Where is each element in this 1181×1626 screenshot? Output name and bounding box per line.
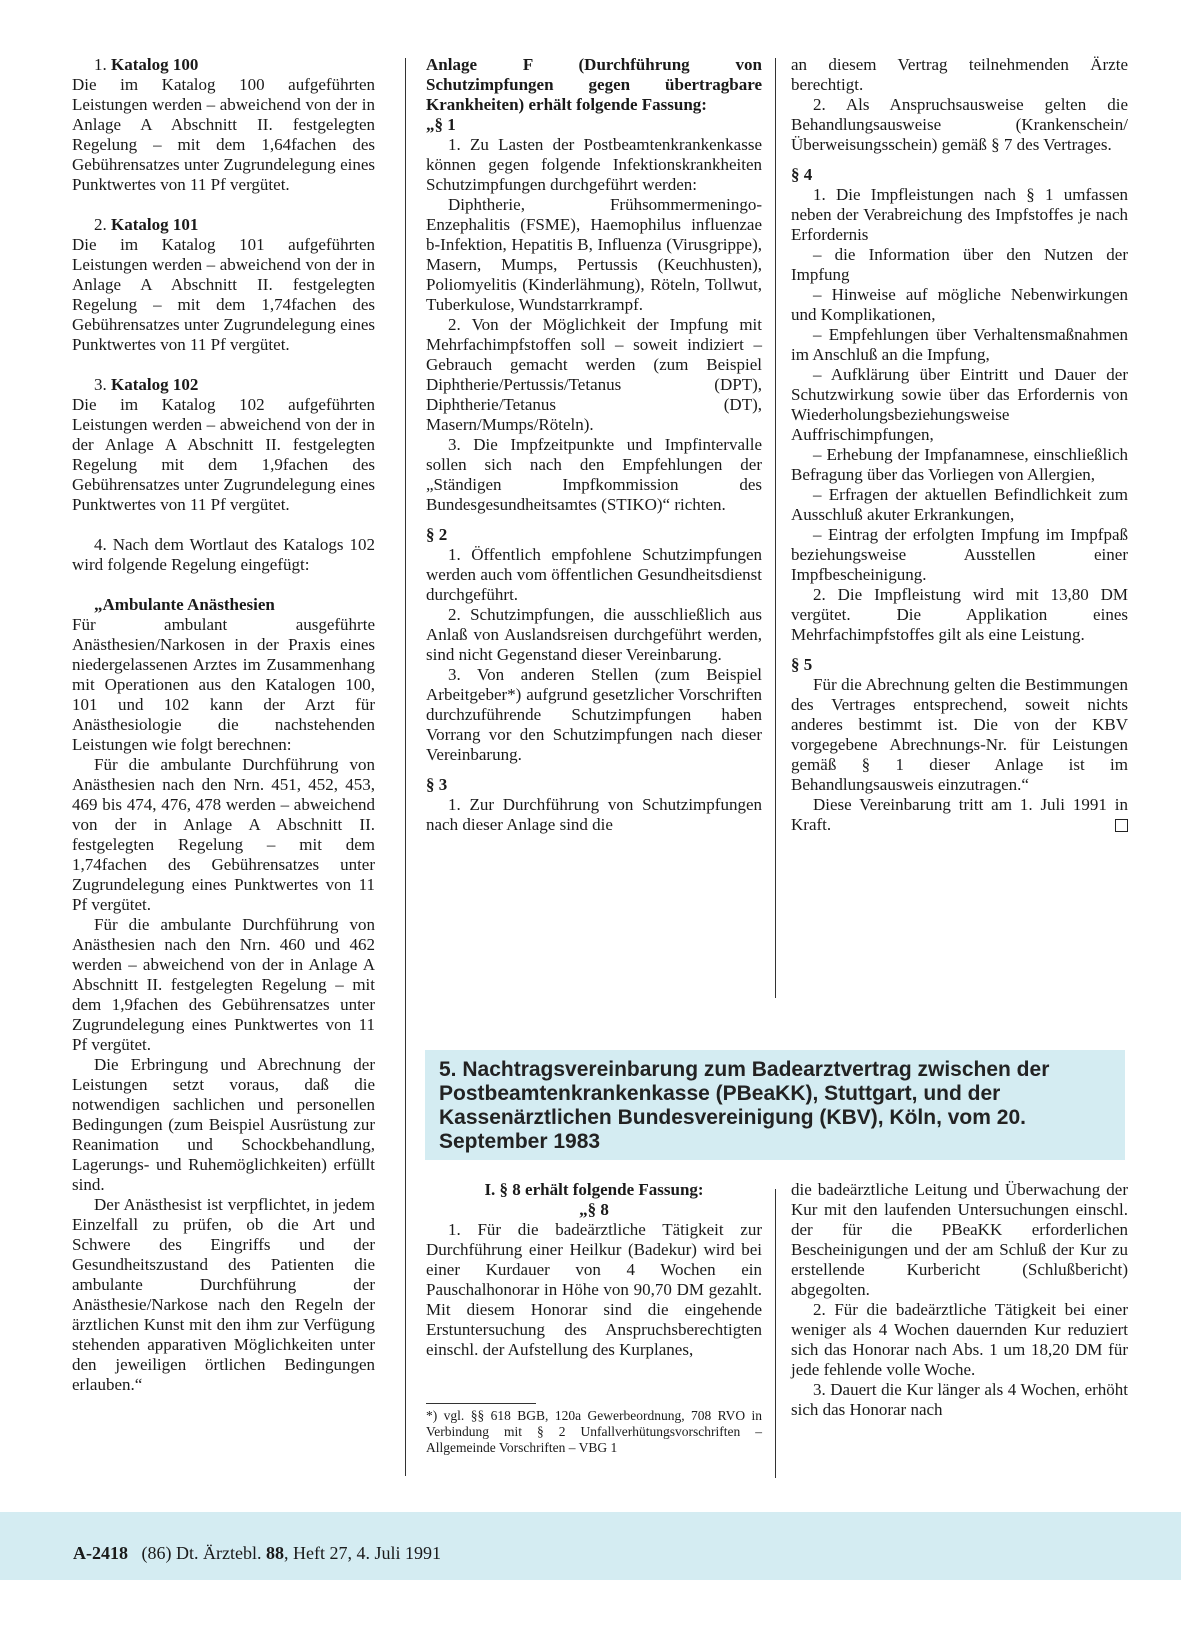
section-8-continuation: die badeärztliche Leitung und Überwachung der Kur mit den laufenden Untersuchungen einschl. der für die PBeaKK erforderlichen Bescheinigungen und der am Schluß der Kur zu erstellende Kurbericht (Schlußbericht) abgegolten. bbox=[791, 1180, 1128, 1299]
katalog-101-heading: 2. Katalog 101 bbox=[94, 215, 199, 234]
ambulante-paragraph-3: Für die ambulante Durchführung von Anästhesien nach den Nrn. 460 und 462 werden – abweichend von der in Anlage A Abschnitt II. festgelegten Regelung – mit dem 1,9fachen des Gebührensatzes unter Zugrundelegung eines Punktwertes von 11 Pf vergütet. bbox=[72, 915, 375, 1054]
paragraph-4: 4. Nach dem Wortlaut des Katalogs 102 wird folgende Regelung eingefügt: bbox=[72, 535, 375, 574]
footnote: *) vgl. §§ 618 BGB, 120a Gewerbeordnung, 708 RVO in Verbindung mit § 2 Unfallverhütungsvorschriften – Allgemeinde Vorschriften – VBG 1 bbox=[426, 1408, 762, 1455]
column-5 bbox=[791, 1180, 1128, 1420]
section-4-paragraph-1: 1. Die Impfleistungen nach § 1 umfassen neben der Verabreichung des Impfstoffes je nach Erfordernis bbox=[791, 185, 1128, 244]
anlage-f-heading: Anlage F (Durchführung von Schutzimpfungen gegen übertragbare Krankheiten) erhält folgende Fassung: bbox=[426, 55, 762, 114]
section-2-paragraph-1: 1. Öffentlich empfohlene Schutzimpfungen werden auch vom öffentlichen Gesundheitsdienst durchgeführt. bbox=[426, 545, 762, 604]
ambulante-paragraph-1: Für ambulant ausgeführte Anästhesien/Narkosen in der Praxis eines niedergelassenen Arztes im Zusammenhang mit Operationen aus den Katalogen 100, 101 und 102 kann der Arzt für Anästhesiologie die nachstehenden Leistungen wie folgt berechnen: bbox=[72, 615, 375, 754]
ambulante-paragraph-2: Für die ambulante Durchführung von Anästhesien nach den Nrn. 451, 452, 453, 469 bis 474, 476, 478 werden – abweichend von der in Anlage A Abschnitt II. festgelegten Regelung – mit dem 1,74fachen des Gebührensatzes unter Zugrundelegung eines Punktwertes von 11 Pf vergütet. bbox=[72, 755, 375, 914]
section-3-paragraph-2: 2. Als Anspruchsausweise gelten die Behandlungsausweise (Krankenschein/Überweisungsschein) gemäß § 7 des Vertrages. bbox=[791, 95, 1128, 154]
journal-issue-date: , Heft 27, 4. Juli 1991 bbox=[283, 1543, 441, 1563]
page-footer bbox=[73, 1542, 441, 1564]
section-4-paragraph-2: 2. Die Impfleistung wird mit 13,80 DM vergütet. Die Applikation eines Mehrfachimpfstoffes gilt als eine Leistung. bbox=[791, 585, 1128, 644]
section-4-item-6: – Erfragen der aktuellen Befindlichkeit zum Ausschluß akuter Erkrankungen, bbox=[791, 485, 1128, 524]
column-divider-3 bbox=[775, 1189, 776, 1478]
katalog-102-heading: 3. Katalog 102 bbox=[94, 375, 199, 394]
section-3-continuation: an diesem Vertrag teilnehmenden Ärzte berechtigt. bbox=[791, 55, 1128, 94]
section-5-paragraph-1: Für die Abrechnung gelten die Bestimmungen des Vertrages entsprechend, soweit nichts anderes bestimmt ist. Die von der KBV vorgegebene Abrechnungs-Nr. für Leistungen gemäß § 1 dieser Anlage ist im Behandlungsausweis einzutragen.“ bbox=[791, 675, 1128, 794]
column-4 bbox=[426, 1180, 762, 1360]
section-4-item-5: – Erhebung der Impfanamnese, einschließlich Befragung über das Vorliegen von Allergien, bbox=[791, 445, 1128, 484]
section-2-paragraph-3: 3. Von anderen Stellen (zum Beispiel Arbeitgeber*) aufgrund gesetzlicher Vorschriften durchzuführende Schutzimpfungen haben Vorrang vor den Schutzimpfungen nach dieser Vereinbarung. bbox=[426, 665, 762, 764]
section-4-item-4: – Aufklärung über Eintritt und Dauer der Schutzwirkung sowie über das Erfordernis von Wiederholungsbeziehungsweise Auffrischimpfungen, bbox=[791, 365, 1128, 444]
section-1-paragraph-2: 2. Von der Möglichkeit der Impfung mit Mehrfachimpfstoffen soll – soweit indiziert – Gebrauch gemacht werden (zum Beispiel Diphtherie/Pertussis/Tetanus (DPT), Diphtherie/Tetanus (DT), Masern/Mumps/Röteln). bbox=[426, 315, 762, 434]
section-8-paragraph-2: 2. Für die badeärztliche Tätigkeit bei einer weniger als 4 Wochen dauernden Kur reduziert sich das Honorar nach Abs. 1 um 18,20 DM für jede fehlende volle Woche. bbox=[791, 1300, 1128, 1379]
section-1-disease-list: Diphtherie, Frühsommermeningo-Enzephalitis (FSME), Haemophilus influenzae b-Infektion, Hepatitis B, Influenza (Virusgrippe), Masern, Mumps, Pertussis (Keuchhusten), Poliomyelitis (Kinderlähmung), Röteln, Tollwut, Tuberkulose, Wundstarrkrampf. bbox=[426, 195, 762, 314]
column-1 bbox=[72, 55, 375, 1395]
journal-volume: 88 bbox=[265, 1543, 284, 1563]
column-divider-2 bbox=[775, 58, 776, 998]
section-4-item-7: – Eintrag der erfolgten Impfung im Impfpaß beziehungsweise Ausstellen einer Impfbescheinigung. bbox=[791, 525, 1128, 584]
end-of-article-mark bbox=[1115, 819, 1128, 832]
section-5-heading: § 5 bbox=[791, 655, 813, 674]
katalog-102-body: Die im Katalog 102 aufgeführten Leistungen werden – abweichend von der in der Anlage A Abschnitt II. festgelegten Regelung mit dem 1,9fachen des Gebührensatzes unter Zugrundelegung eines Punktwertes von 11 Pf vergütet. bbox=[72, 395, 375, 514]
katalog-101-body: Die im Katalog 101 aufgeführten Leistungen werden – abweichend von der in Anlage A Abschnitt II. festgelegten Regelung – mit dem 1,74fachen des Gebührensatzes unter Zugrundelegung eines Punktwertes von 11 Pf vergütet. bbox=[72, 235, 375, 354]
journal-name: (86) Dt. Ärztebl. bbox=[141, 1543, 262, 1563]
section-3-paragraph-1: 1. Zur Durchführung von Schutzimpfungen nach dieser Anlage sind die bbox=[426, 795, 762, 834]
section-2-paragraph-2: 2. Schutzimpfungen, die ausschließlich aus Anlaß von Auslandsreisen durchgeführt werden, sind nicht Gegenstand dieser Vereinbarung. bbox=[426, 605, 762, 664]
section-1-heading: „§ 1 bbox=[426, 115, 456, 134]
article-heading-box bbox=[425, 1050, 1125, 1160]
footnote-rule bbox=[426, 1403, 536, 1404]
section-8-paragraph-1: 1. Für die badeärztliche Tätigkeit zur Durchführung einer Heilkur (Badekur) wird bei einer Kurdauer von 4 Wochen ein Pauschalhonorar in Höhe von 90,70 DM gezahlt. Mit diesem Honorar sind die eingehende Erstuntersuchung des Anspruchsberechtigten einschl. der Aufstellung des Kurplanes, bbox=[426, 1220, 762, 1359]
column-divider-1 bbox=[405, 58, 406, 1476]
katalog-100-heading: 1. Katalog 100 bbox=[94, 55, 199, 74]
page-number: A-2418 bbox=[73, 1543, 128, 1563]
section-4-item-1: – die Information über den Nutzen der Impfung bbox=[791, 245, 1128, 284]
column-3 bbox=[791, 55, 1128, 835]
section-i-heading: I. § 8 erhält folgende Fassung: bbox=[484, 1180, 704, 1199]
ambulante-anaesthesien-heading: „Ambulante Anästhesien bbox=[94, 595, 275, 614]
katalog-100-body: Die im Katalog 100 aufgeführten Leistungen werden – abweichend von der in Anlage A Abschnitt II. festgelegten Regelung – mit dem 1,64fachen des Gebührensatzes unter Zugrundelegung eines Punktwertes von 11 Pf vergütet. bbox=[72, 75, 375, 194]
section-4-item-3: – Empfehlungen über Verhaltensmaßnahmen im Anschluß an die Impfung, bbox=[791, 325, 1128, 364]
section-4-heading: § 4 bbox=[791, 165, 813, 184]
section-8-paragraph-3: 3. Dauert die Kur länger als 4 Wochen, erhöht sich das Honorar nach bbox=[791, 1380, 1128, 1419]
ambulante-paragraph-4: Die Erbringung und Abrechnung der Leistungen setzt voraus, daß die notwendigen sachlichen und personellen Bedingungen (zum Beispiel Ausrüstung zur Reanimation und Schockbehandlung, Lagerungs- und Ruhemöglichkeiten) erfüllt sind. bbox=[72, 1055, 375, 1194]
section-3-heading: § 3 bbox=[426, 775, 448, 794]
section-2-heading: § 2 bbox=[426, 525, 448, 544]
section-1-paragraph-1: 1. Zu Lasten der Postbeamtenkrankenkasse können gegen folgende Infektionskrankheiten Schutzimpfungen durchgeführt werden: bbox=[426, 135, 762, 194]
section-1-paragraph-3: 3. Die Impfzeitpunkte und Impfintervalle sollen sich nach den Empfehlungen der „Ständigen Impfkommission des Bundesgesundheitsamtes (STIKO)“ richten. bbox=[426, 435, 762, 514]
section-4-item-2: – Hinweise auf mögliche Nebenwirkungen und Komplikationen, bbox=[791, 285, 1128, 324]
section-5-paragraph-2: Diese Vereinbarung tritt am 1. Juli 1991 in Kraft. bbox=[791, 795, 1128, 834]
article-heading: 5. Nachtragsvereinbarung zum Badearztvertrag zwischen der Postbeamtenkrankenkasse (PBeaKK), Stuttgart, und der Kassenärztlichen Bundesvereinigung (KBV), Köln, vom 20. September 1983 bbox=[439, 1058, 1050, 1153]
ambulante-paragraph-5: Der Anästhesist ist verpflichtet, in jedem Einzelfall zu prüfen, ob die Art und Schwere des Eingriffs und der Gesundheitszustand des Patienten die ambulante Durchführung der Anästhesie/Narkose nach den Regeln der ärztlichen Kunst mit den ihm zur Verfügung stehenden apparativen Möglichkeiten unter den jeweiligen örtlichen Bedingungen erlauben.“ bbox=[72, 1195, 375, 1394]
section-8-heading: „§ 8 bbox=[579, 1200, 609, 1219]
column-2 bbox=[426, 55, 762, 835]
